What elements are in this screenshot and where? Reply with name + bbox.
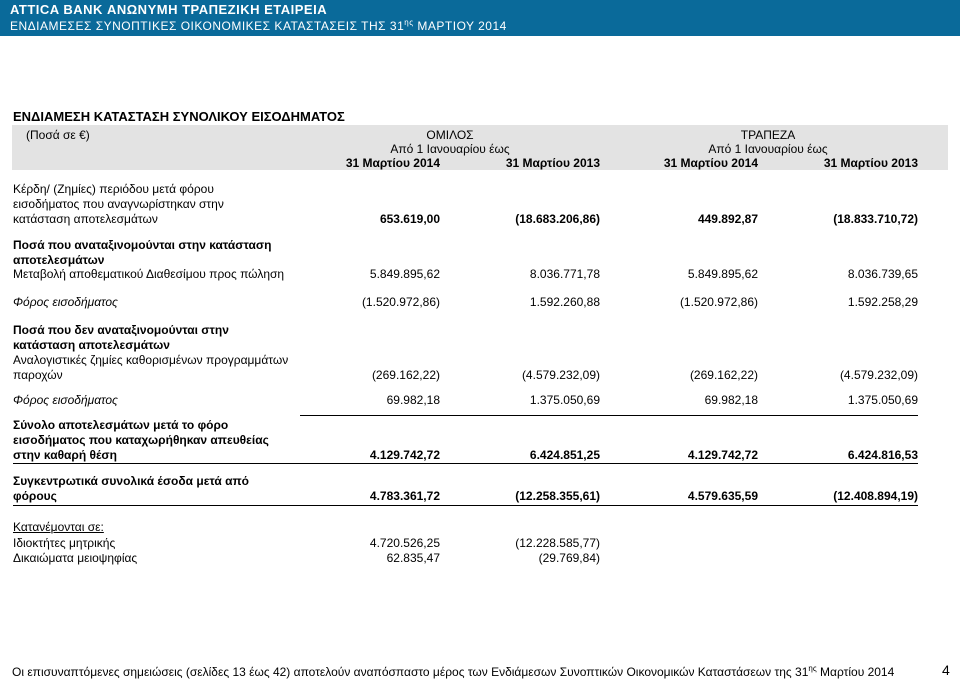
afs-bank-2014: 5.849.895,62 (687, 267, 758, 281)
profit-group-2013: (18.683.206,86) (515, 212, 600, 226)
oci-bank-2013: 6.424.816,53 (847, 448, 918, 462)
col-bank-2014: 31 Μαρτίου 2014 (663, 156, 758, 170)
total-bottom-rule (13, 505, 918, 506)
tax2-bank-2013: 1.375.050,69 (847, 393, 918, 407)
report-header (0, 0, 960, 36)
nci-group-2013: (29.769,84) (538, 551, 600, 565)
bank-period-label: Από 1 Ιανουαρίου έως (708, 142, 828, 156)
group-period-label: Από 1 Ιανουαρίου έως (390, 142, 510, 156)
profit-label-2: εισοδήματος που αναγνωρίστηκαν στην (13, 197, 224, 211)
attribution-heading: Κατανέμονται σε: (13, 520, 104, 534)
profit-bank-2014: 449.892,87 (697, 212, 758, 226)
amounts-currency-label: (Ποσά σε €) (26, 128, 90, 142)
reclass-heading-1: Ποσά που αναταξινομούνται στην κατάσταση (13, 238, 272, 252)
oci-top-rule (300, 415, 918, 416)
tax1-bank-2013: 1.592.258,29 (847, 295, 918, 309)
col-bank-2013: 31 Μαρτίου 2013 (823, 156, 918, 170)
actuarial-group-2013: (4.579.232,09) (521, 368, 600, 382)
bank-header: ΤΡΑΠΕΖΑ (740, 128, 796, 142)
company-name: ATTICA BANK ΑΝΩΝΥΜΗ ΤΡΑΠΕΖΙΚΗ ΕΤΑΙΡΕΙΑ (10, 2, 328, 17)
reclass-heading-2: αποτελεσμάτων (13, 253, 105, 267)
actuarial-label-1: Αναλογιστικές ζημίες καθορισμένων προγραμμάτων (13, 353, 289, 367)
afs-bank-2013: 8.036.739,65 (847, 267, 918, 281)
noreclass-heading-1: Ποσά που δεν αναταξινομούνται στην (13, 323, 229, 337)
tax1-label: Φόρος εισοδήματος (13, 295, 118, 309)
tax2-label: Φόρος εισοδήματος (13, 393, 118, 407)
tax1-group-2014: (1.520.972,86) (361, 295, 440, 309)
oci-label-1: Σύνολο αποτελεσμάτων μετά το φόρο (13, 418, 229, 432)
afs-group-2014: 5.849.895,62 (369, 267, 440, 281)
oci-label-3: στην καθαρή θέση (13, 448, 117, 462)
total-group-2013: (12.258.355,61) (515, 489, 600, 503)
nci-label: Δικαιώματα μειοψηφίας (13, 551, 138, 565)
profit-group-2014: 653.619,00 (379, 212, 440, 226)
tax1-bank-2014: (1.520.972,86) (679, 295, 758, 309)
nci-group-2014: 62.835,47 (386, 551, 440, 565)
total-group-2014: 4.783.361,72 (369, 489, 440, 503)
statement-title: ΕΝΔΙΑΜΕΣΗ ΚΑΤΑΣΤΑΣΗ ΣΥΝΟΛΙΚΟΥ ΕΙΣΟΔΗΜΑΤΟΣ (13, 109, 345, 124)
noreclass-heading-2: κατάσταση αποτελεσμάτων (13, 338, 170, 352)
tax2-group-2013: 1.375.050,69 (529, 393, 600, 407)
profit-bank-2013: (18.833.710,72) (833, 212, 918, 226)
owners-label: Ιδιοκτήτες μητρικής (13, 536, 116, 550)
actuarial-group-2014: (269.162,22) (371, 368, 440, 382)
total-bank-2014: 4.579.635,59 (687, 489, 758, 503)
footer-note: Οι επισυναπτόμενες σημειώσεις (σελίδες 13 έως 42) αποτελούν αναπόσπαστο μέρος των Ενδιάμεσων Συνοπτικών Οικονομικών Καταστάσεων της $31^{\eta\varsigma}$ Μαρτίου 2014 (12, 664, 895, 679)
profit-label-1: Κέρδη/ (Ζημίες) περιόδου μετά φόρου (13, 182, 214, 196)
group-header: ΟΜΙΛΟΣ (426, 128, 474, 142)
total-bank-2013: (12.408.894,19) (833, 489, 918, 503)
page-number: 4 (942, 662, 950, 678)
actuarial-label-2: παροχών (13, 368, 63, 382)
col-group-2014: 31 Μαρτίου 2014 (345, 156, 440, 170)
tax2-bank-2014: 69.982,18 (704, 393, 758, 407)
oci-bottom-rule (13, 463, 918, 464)
oci-label-2: εισοδήματος που καταχωρήθηκαν απευθείας (13, 433, 269, 447)
total-label-2: φόρους (13, 489, 57, 503)
report-subtitle: ΕΝΔΙΑΜΕΣΕΣ ΣΥΝΟΠΤΙΚΕΣ ΟΙΚΟΝΟΜΙΚΕΣ ΚΑΤΑΣΤΑΣΕΙΣ ΤΗΣ $31^{\eta\varsigma}$ ΜΑΡΤΙΟΥ 2014 (10, 18, 507, 33)
profit-label-3: κατάσταση αποτελεσμάτων (13, 212, 158, 226)
owners-group-2013: (12.228.585,77) (515, 536, 600, 550)
oci-group-2014: 4.129.742,72 (369, 448, 440, 462)
oci-bank-2014: 4.129.742,72 (687, 448, 758, 462)
tax2-group-2014: 69.982,18 (386, 393, 440, 407)
afs-label: Μεταβολή αποθεματικού Διαθεσίμου προς πώληση (13, 267, 285, 281)
oci-group-2013: 6.424.851,25 (529, 448, 600, 462)
tax1-group-2013: 1.592.260,88 (529, 295, 600, 309)
total-label-1: Συγκεντρωτικά συνολικά έσοδα μετά από (13, 474, 250, 488)
afs-group-2013: 8.036.771,78 (529, 267, 600, 281)
actuarial-bank-2013: (4.579.232,09) (839, 368, 918, 382)
actuarial-bank-2014: (269.162,22) (689, 368, 758, 382)
owners-group-2014: 4.720.526,25 (369, 536, 440, 550)
col-group-2013: 31 Μαρτίου 2013 (505, 156, 600, 170)
